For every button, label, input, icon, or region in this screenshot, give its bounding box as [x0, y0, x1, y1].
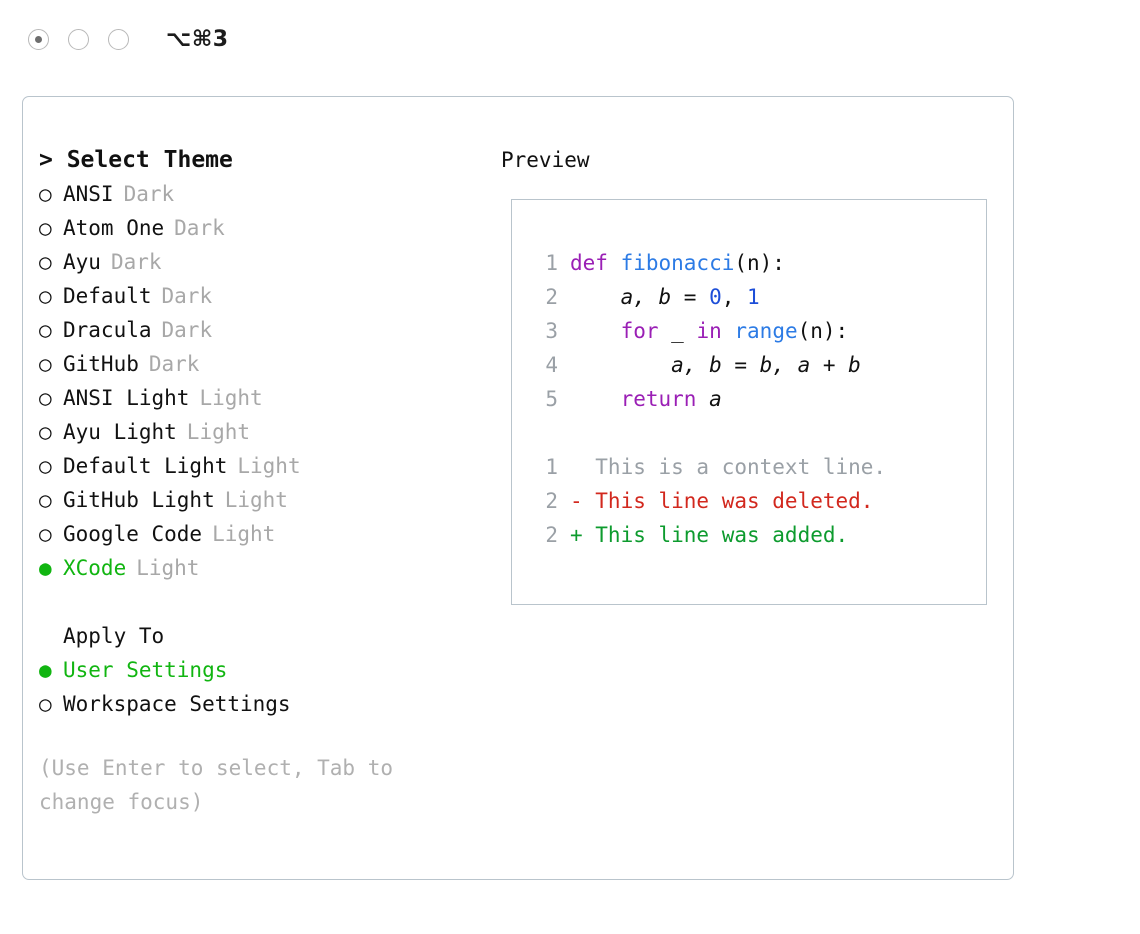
theme-variant-label: Dark [110, 250, 162, 274]
theme-option-label: Default [63, 284, 152, 308]
apply-to-option[interactable] [39, 653, 479, 687]
apply-to-option-label: Workspace Settings [63, 692, 291, 716]
main-panel [22, 96, 1014, 880]
code-token: fibonacci [620, 251, 735, 275]
code-token: (n): [734, 251, 785, 275]
radio-unselected-icon: ○ [39, 284, 52, 308]
theme-option-label: GitHub Light [63, 488, 215, 512]
radio-unselected-icon: ○ [39, 216, 52, 240]
radio-unselected-icon: ○ [39, 522, 52, 546]
code-line-content [570, 382, 722, 416]
apply-to-label: Apply To [63, 624, 165, 648]
theme-option-label: Atom One [63, 216, 165, 240]
theme-option-label: Ayu [63, 250, 101, 274]
code-line-content [570, 280, 760, 314]
line-number: 1 [545, 455, 558, 479]
diff-line [530, 450, 986, 484]
radio-unselected-icon: ○ [39, 454, 52, 478]
traffic-light-minimize-icon[interactable] [68, 29, 89, 50]
theme-option-label: Default Light [63, 454, 228, 478]
radio-selected-icon: ● [39, 658, 52, 682]
diff-line [530, 518, 986, 552]
line-number: 4 [545, 353, 558, 377]
theme-variant-label: Dark [161, 318, 213, 342]
line-number: 1 [545, 251, 558, 275]
radio-unselected-icon: ○ [39, 386, 52, 410]
preview-heading: Preview [501, 148, 590, 172]
theme-variant-label: Light [199, 386, 263, 410]
theme-variant-label: Dark [123, 182, 175, 206]
spacer [530, 416, 986, 450]
theme-option[interactable] [39, 449, 479, 483]
preview-column [501, 143, 1001, 547]
theme-option[interactable] [39, 551, 479, 585]
code-token: 1 [747, 285, 760, 309]
diff-line-content: - This line was deleted. [570, 489, 874, 513]
diff-line-content: + This line was added. [570, 523, 849, 547]
code-token: return [570, 387, 710, 411]
code-token: def [570, 251, 621, 275]
code-token: a [709, 387, 722, 411]
diff-sample [530, 450, 986, 552]
theme-option-label: ANSI [63, 182, 114, 206]
code-token: , [721, 285, 748, 309]
theme-option[interactable] [39, 279, 479, 313]
radio-unselected-icon: ○ [39, 182, 52, 206]
radio-unselected-icon: ○ [39, 250, 52, 274]
diff-line [530, 484, 986, 518]
apply-to-option-label: User Settings [63, 658, 228, 682]
theme-variant-label: Light [237, 454, 301, 478]
theme-variant-label: Light [186, 420, 251, 444]
line-number: 2 [545, 285, 558, 309]
keyboard-hint: (Use Enter to select, Tab to change focus) [39, 756, 394, 814]
radio-unselected-icon: ○ [39, 488, 52, 512]
code-line [530, 280, 986, 314]
theme-option[interactable] [39, 483, 479, 517]
theme-variant-label: Light [212, 522, 276, 546]
code-token: a, b = b, a + b [570, 353, 861, 377]
theme-option-label: XCode [63, 556, 127, 580]
theme-option-label: Google Code [63, 522, 203, 546]
code-token: _ [671, 319, 697, 343]
code-token: a, b = [570, 285, 710, 309]
theme-option[interactable] [39, 245, 479, 279]
radio-selected-icon: ● [39, 556, 52, 580]
theme-option-label: ANSI Light [63, 386, 190, 410]
preview-box [511, 199, 987, 605]
code-line-content [570, 314, 848, 348]
code-line-content [570, 348, 861, 382]
radio-unselected-icon: ○ [39, 318, 52, 342]
code-line-content [570, 246, 785, 280]
code-line [530, 348, 986, 382]
theme-option[interactable] [39, 415, 479, 449]
theme-variant-label: Dark [161, 284, 213, 308]
code-line [530, 246, 986, 280]
code-sample [530, 246, 986, 416]
theme-option-label: Dracula [63, 318, 152, 342]
theme-option-label: Ayu Light [63, 420, 177, 444]
theme-option[interactable] [39, 211, 479, 245]
theme-list [39, 177, 479, 585]
code-token: for [570, 319, 672, 343]
theme-selector-column [39, 143, 479, 819]
code-token: (n): [797, 319, 849, 343]
theme-option[interactable] [39, 381, 479, 415]
traffic-light-maximize-icon[interactable] [108, 29, 129, 50]
line-number: 5 [545, 387, 558, 411]
theme-option-label: GitHub [63, 352, 139, 376]
radio-unselected-icon: ○ [39, 420, 52, 444]
code-token: in [696, 319, 735, 343]
apply-to-option[interactable] [39, 687, 479, 721]
theme-option[interactable] [39, 177, 479, 211]
theme-variant-label: Light [224, 488, 288, 512]
select-theme-heading: > Select Theme [39, 147, 233, 173]
traffic-light-close-icon[interactable] [28, 29, 49, 50]
code-line [530, 314, 986, 348]
code-token: range [734, 319, 798, 343]
theme-variant-label: Dark [148, 352, 200, 376]
theme-option[interactable] [39, 517, 479, 551]
line-number: 2 [545, 523, 558, 547]
theme-option[interactable] [39, 347, 479, 381]
theme-variant-label: Dark [174, 216, 225, 240]
apply-to-list [39, 653, 479, 721]
radio-unselected-icon: ○ [39, 352, 52, 376]
line-number: 2 [545, 489, 558, 513]
title-bar [0, 0, 1140, 78]
window-shortcut-label: ⌥⌘3 [166, 26, 229, 52]
code-token: 0 [709, 285, 722, 309]
diff-line-content: This is a context line. [570, 455, 887, 479]
line-number: 3 [545, 319, 558, 343]
theme-option[interactable] [39, 313, 479, 347]
spacer [39, 585, 479, 619]
code-line [530, 382, 986, 416]
radio-unselected-icon: ○ [39, 692, 52, 716]
theme-variant-label: Light [136, 556, 200, 580]
